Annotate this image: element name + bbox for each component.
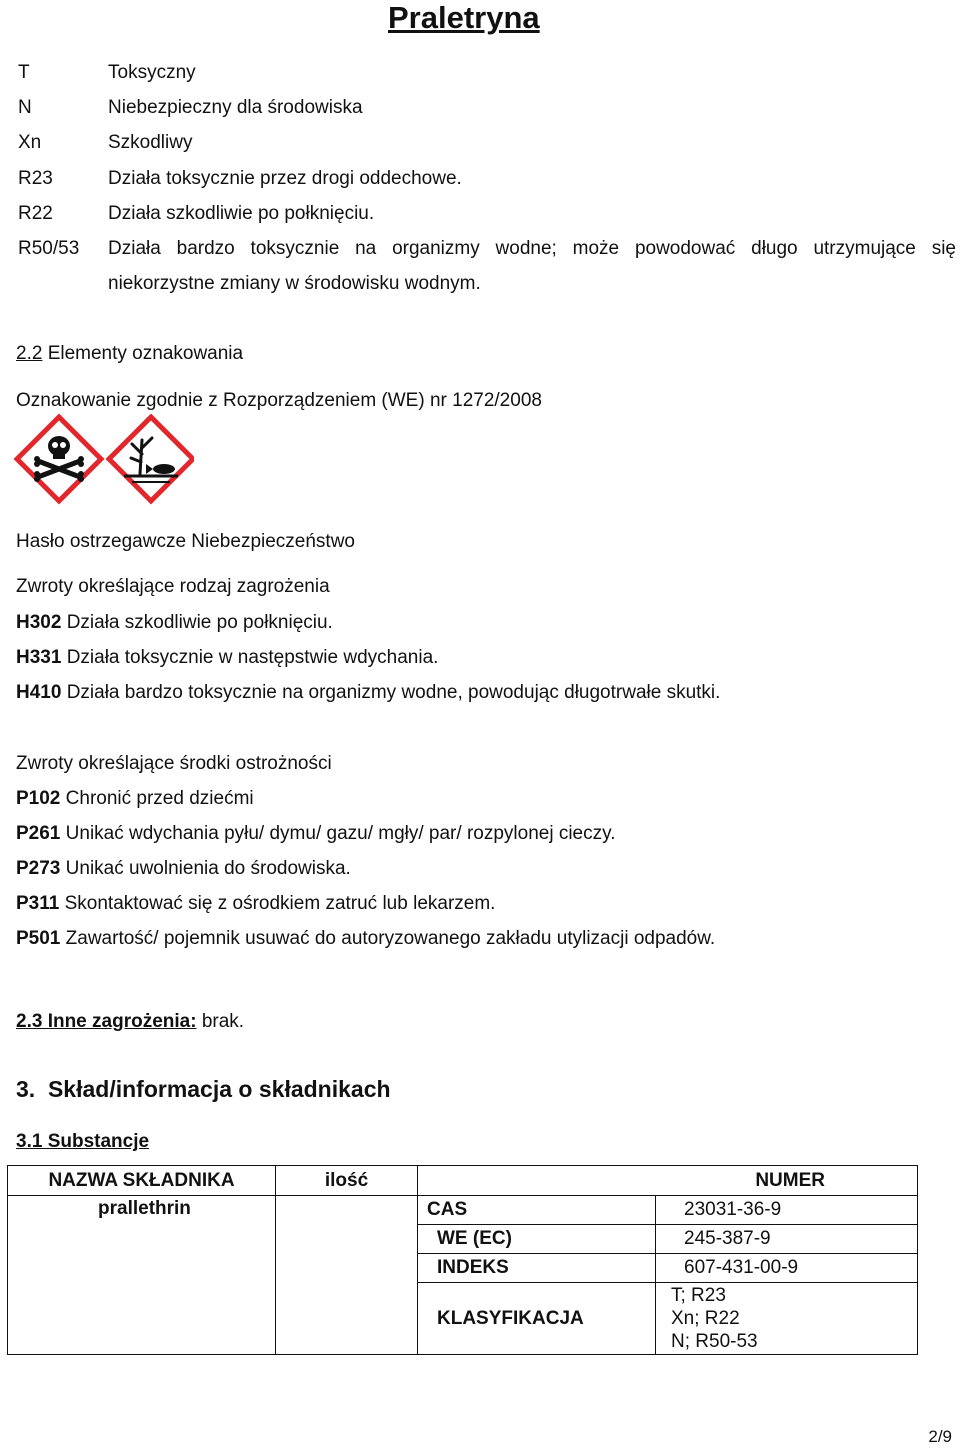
environment-hazard-icon: [109, 417, 193, 501]
precaution-code: P273: [16, 858, 61, 879]
precaution-text: Unikać wdychania pyłu/ dymu/ gazu/ mgły/ par/ rozpylonej cieczy.: [60, 823, 616, 844]
document-title: Praletryna: [388, 0, 540, 35]
hazard-code: H410: [16, 682, 62, 703]
section-2-2-heading: [16, 343, 243, 365]
page-number: 2/9: [928, 1427, 952, 1446]
precaution-text: Zawartość/ pojemnik usuwać do autoryzowanego zakładu utylizacji odpadów.: [60, 928, 716, 949]
section-2-2-number: 2.2: [16, 343, 43, 364]
hazard-code: H302: [16, 612, 62, 633]
other-hazards-value: brak.: [196, 1011, 245, 1032]
hazard-text: Działa toksycznie w następstwie wdychania.: [61, 647, 439, 668]
precaution-code: P311: [16, 893, 60, 914]
precaution-code: P501: [16, 928, 61, 949]
class-text: Niebezpieczny dla środowiska: [108, 97, 363, 118]
class-code: N: [18, 97, 32, 118]
regulation-line: Oznakowanie zgodnie z Rozporządzeniem (WE) nr 1272/2008: [16, 390, 542, 411]
class-code: Xn: [18, 132, 42, 153]
hazard-statements-heading: Zwroty określające rodzaj zagrożenia: [16, 576, 330, 597]
number-value: 607-431-00-9: [656, 1254, 918, 1283]
precaution-statements-heading: Zwroty określające środki ostrożności: [16, 753, 332, 774]
skull-crossbones-icon: [17, 417, 101, 501]
hazard-statement: [16, 647, 438, 669]
precaution-text: Skontaktować się z ośrodkiem zatruć lub lekarzem.: [59, 893, 496, 914]
class-text: Toksyczny: [108, 62, 196, 83]
class-code: R23: [18, 168, 53, 189]
hazard-text: Działa szkodliwie po połknięciu.: [61, 612, 333, 633]
precaution-statement: [16, 858, 351, 880]
precaution-code: P102: [16, 788, 61, 809]
number-label: INDEKS: [418, 1254, 656, 1283]
number-value: 23031-36-9: [656, 1196, 918, 1225]
precaution-statement: [16, 928, 715, 950]
hazard-statement: [16, 682, 720, 704]
section-3-heading: 3. Skład/informacja o składnikach: [16, 1076, 391, 1102]
class-text-cont: niekorzystne zmiany w środowisku wodnym.: [108, 273, 481, 294]
substance-amount: [276, 1196, 418, 1355]
number-label: WE (EC): [418, 1225, 656, 1254]
col-header-number: NUMER: [418, 1166, 918, 1196]
classification-value: N; R50-53: [671, 1331, 758, 1352]
col-header-amount: ilość: [276, 1166, 418, 1196]
class-text: Działa szkodliwie po połknięciu.: [108, 203, 375, 224]
section-3-1-heading: 3.1 Substancje: [16, 1131, 150, 1152]
col-header-name: NAZWA SKŁADNIKA: [8, 1166, 276, 1196]
precaution-statement: [16, 893, 495, 915]
precaution-text: Chronić przed dziećmi: [60, 788, 254, 809]
hazard-code: H331: [16, 647, 62, 668]
class-code: T: [18, 62, 30, 83]
other-hazards: [16, 1011, 244, 1033]
classification-value: Xn; R22: [671, 1308, 740, 1329]
number-label: CAS: [418, 1196, 656, 1225]
number-label: KLASYFIKACJA: [418, 1283, 656, 1355]
precaution-statement: [16, 788, 254, 810]
section-2-2-title: Elementy oznakowania: [42, 343, 244, 364]
class-text: Działa bardzo toksycznie na organizmy wodne; może powodować długo utrzymujące się: [108, 238, 956, 259]
hazard-statement: [16, 612, 333, 634]
substance-table: [7, 1165, 918, 1355]
classification-value: T; R23: [671, 1285, 726, 1306]
class-code: R22: [18, 203, 53, 224]
class-code: R50/53: [18, 238, 80, 259]
hazard-text: Działa bardzo toksycznie na organizmy wodne, powodując długotrwałe skutki.: [61, 682, 721, 703]
precaution-statement: [16, 823, 616, 845]
signal-word: Hasło ostrzegawcze Niebezpieczeństwo: [16, 531, 355, 552]
precaution-code: P261: [16, 823, 61, 844]
number-value: 245-387-9: [656, 1225, 918, 1254]
precaution-text: Unikać uwolnienia do środowiska.: [60, 858, 351, 879]
classification-values: [656, 1283, 918, 1355]
other-hazards-label: 2.3 Inne zagrożenia:: [16, 1011, 197, 1032]
substance-name: prallethrin: [8, 1196, 276, 1355]
class-text: Szkodliwy: [108, 132, 193, 153]
hazard-pictograms: [14, 414, 194, 508]
class-text: Działa toksycznie przez drogi oddechowe.: [108, 168, 462, 189]
